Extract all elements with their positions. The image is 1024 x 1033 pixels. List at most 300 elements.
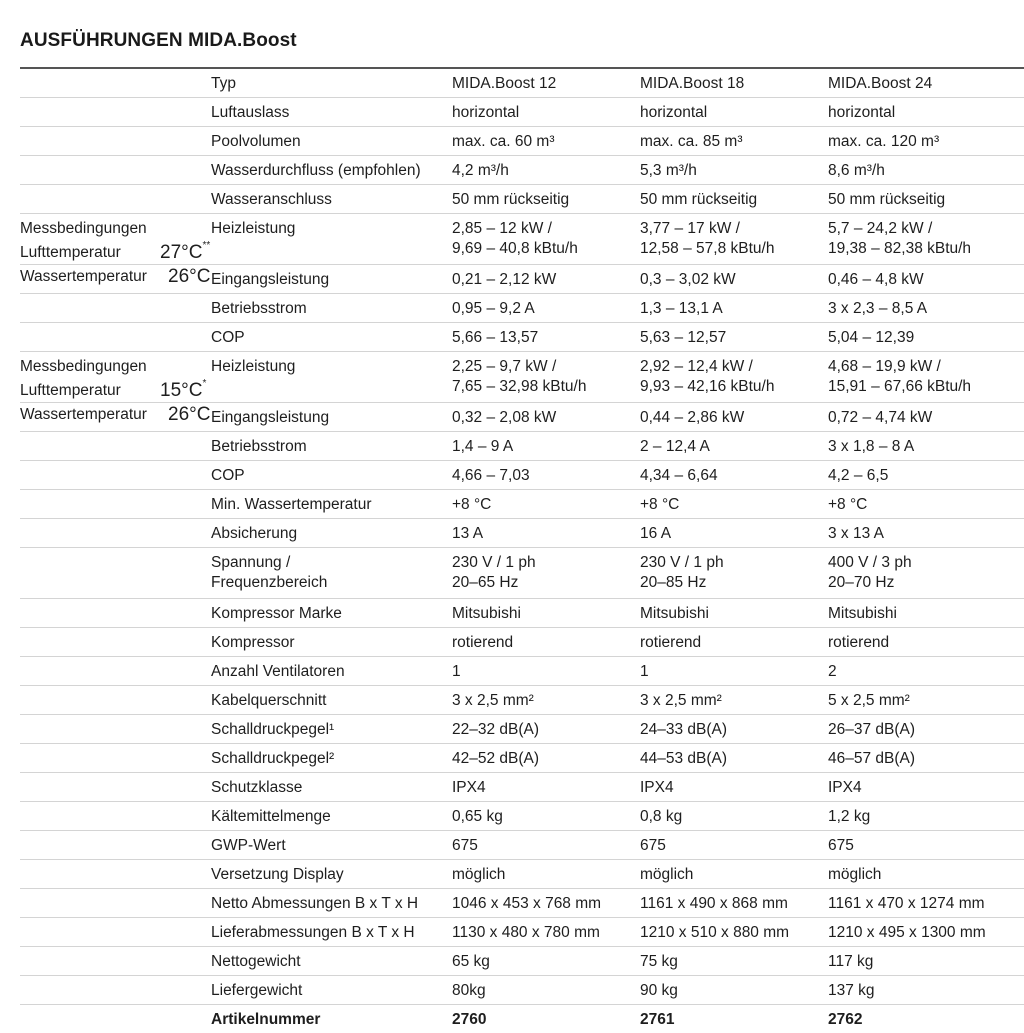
row-value-col-3-text: 117 kg xyxy=(828,947,1024,975)
row-value-col-2 xyxy=(640,715,828,744)
spec-row xyxy=(20,744,1024,773)
row-value-col-3 xyxy=(828,214,1024,265)
row-label-text: Liefergewicht xyxy=(20,976,452,1004)
row-value-col-2 xyxy=(640,214,828,265)
row-value-col-1-text: MIDA.Boost 12 xyxy=(452,69,640,97)
row-value-col-2-text: 1 xyxy=(640,657,828,685)
row-value-col-3-text: horizontal xyxy=(828,98,1024,126)
row-value-col-1-text: IPX4 xyxy=(452,773,640,801)
row-value-col-1-text: Mitsubishi xyxy=(452,599,640,627)
row-value-col-1 xyxy=(452,214,640,265)
row-value-col-2-text xyxy=(640,214,828,264)
row-value-col-2-line-2: 20–85 Hz xyxy=(640,573,828,593)
condition-a-water-temp-text: Wassertemperatur xyxy=(20,268,147,285)
row-value-col-2-text xyxy=(640,548,828,598)
row-value-col-2-text: 90 kg xyxy=(640,976,828,1004)
row-label xyxy=(20,773,452,802)
row-label-text: Schalldruckpegel² xyxy=(20,744,452,772)
condition-a-air-temp-text: Lufttemperatur xyxy=(20,244,121,261)
row-value-col-3 xyxy=(828,599,1024,628)
row-label-text: Betriebsstrom xyxy=(20,432,452,460)
row-value-col-1-text: 50 mm rückseitig xyxy=(452,185,640,213)
row-value-col-3-text: 8,6 m³/h xyxy=(828,156,1024,184)
row-value-col-1-text: 80kg xyxy=(452,976,640,1004)
page-title: AUSFÜHRUNGEN MIDA.Boost xyxy=(20,30,297,52)
row-value-col-1-text: 1,4 – 9 A xyxy=(452,432,640,460)
row-value-col-1-text: 1 xyxy=(452,657,640,685)
row-value-col-2-text: 1161 x 490 x 868 mm xyxy=(640,889,828,917)
row-value-col-2-line-2: 9,93 – 42,16 kBtu/h xyxy=(640,377,828,397)
row-value-col-3-text: 0,72 – 4,74 kW xyxy=(828,403,1024,431)
voltage-row xyxy=(20,548,1024,599)
row-value-col-1 xyxy=(452,432,640,461)
condition-a-row xyxy=(20,323,1024,352)
row-value-col-3-text: Mitsubishi xyxy=(828,599,1024,627)
row-label xyxy=(20,628,452,657)
row-value-col-2-text: 3 x 2,5 mm² xyxy=(640,686,828,714)
row-value-col-1-text: 42–52 dB(A) xyxy=(452,744,640,772)
row-value-col-2 xyxy=(640,744,828,773)
row-label-text: Min. Wassertemperatur xyxy=(20,490,452,518)
row-label-text: Kompressor Marke xyxy=(20,599,452,627)
row-value-col-3 xyxy=(828,831,1024,860)
row-value-col-3-text: 1210 x 495 x 1300 mm xyxy=(828,918,1024,946)
row-value-col-1-text: 4,66 – 7,03 xyxy=(452,461,640,489)
row-value-col-1 xyxy=(452,294,640,323)
row-label-text: COP xyxy=(20,323,452,351)
row-value-col-3 xyxy=(828,548,1024,599)
row-value-col-1 xyxy=(452,461,640,490)
condition-a-conditions xyxy=(20,214,210,289)
row-label-text: Betriebsstrom xyxy=(20,294,452,322)
row-value-col-2-text: 5,63 – 12,57 xyxy=(640,323,828,351)
row-value-col-1-text: 2760 xyxy=(452,1005,640,1033)
row-label-text: GWP-Wert xyxy=(20,831,452,859)
row-label xyxy=(20,860,452,889)
row-label xyxy=(20,715,452,744)
condition-b-measure-label: Messbedingungen xyxy=(20,355,210,379)
row-value-col-2-line-1: 230 V / 1 ph xyxy=(640,553,828,573)
row-value-col-3 xyxy=(828,294,1024,323)
row-value-col-3-text: max. ca. 120 m³ xyxy=(828,127,1024,155)
row-label xyxy=(20,432,452,461)
row-label xyxy=(20,744,452,773)
row-value-col-2-line-1: 3,77 – 17 kW / xyxy=(640,219,828,239)
row-value-col-1 xyxy=(452,715,640,744)
spec-row xyxy=(20,802,1024,831)
row-value-col-1-text: 675 xyxy=(452,831,640,859)
condition-b-row xyxy=(20,432,1024,461)
row-label-text: Artikelnummer xyxy=(20,1005,452,1033)
row-label xyxy=(20,490,452,519)
spec-table xyxy=(20,67,1024,1033)
row-label-text: Kältemittelmenge xyxy=(20,802,452,830)
row-value-col-2-text: 75 kg xyxy=(640,947,828,975)
row-label xyxy=(20,599,452,628)
row-value-col-1 xyxy=(452,860,640,889)
row-label-line-1: Spannung / xyxy=(211,553,452,573)
condition-a-air-temp-value: 27°C** xyxy=(160,241,210,265)
spec-row xyxy=(20,686,1024,715)
row-value-col-3-text: 2762 xyxy=(828,1005,1024,1033)
row-value-col-2-text: MIDA.Boost 18 xyxy=(640,69,828,97)
spec-row xyxy=(20,127,1024,156)
condition-b-water-temp-text: Wassertemperatur xyxy=(20,406,147,423)
row-label xyxy=(20,889,452,918)
row-value-col-3 xyxy=(828,323,1024,352)
row-value-col-2-text: IPX4 xyxy=(640,773,828,801)
row-value-col-1-line-2: 7,65 – 32,98 kBtu/h xyxy=(452,377,640,397)
row-value-col-2 xyxy=(640,947,828,976)
row-label-line-2: Frequenzbereich xyxy=(211,573,452,593)
row-value-col-2-text: 0,8 kg xyxy=(640,802,828,830)
row-value-col-1 xyxy=(452,490,640,519)
spec-row xyxy=(20,889,1024,918)
row-value-col-3-text: +8 °C xyxy=(828,490,1024,518)
row-value-col-2-text: 50 mm rückseitig xyxy=(640,185,828,213)
row-label xyxy=(20,98,452,127)
row-value-col-3-line-2: 15,91 – 67,66 kBtu/h xyxy=(828,377,1024,397)
row-value-col-2-text: rotierend xyxy=(640,628,828,656)
row-value-col-3-text: 137 kg xyxy=(828,976,1024,1004)
row-value-col-1 xyxy=(452,323,640,352)
row-value-col-2 xyxy=(640,889,828,918)
row-value-col-1-text: 1046 x 453 x 768 mm xyxy=(452,889,640,917)
row-label-text: Wasserdurchfluss (empfohlen) xyxy=(20,156,452,184)
row-value-col-2 xyxy=(640,831,828,860)
row-value-col-1-text: 1130 x 480 x 780 mm xyxy=(452,918,640,946)
condition-b-air-temp-value: 15°C* xyxy=(160,379,206,403)
spec-row xyxy=(20,156,1024,185)
row-value-col-2-line-2: 12,58 – 57,8 kBtu/h xyxy=(640,239,828,259)
row-value-col-3-text: 3 x 1,8 – 8 A xyxy=(828,432,1024,460)
row-value-col-1 xyxy=(452,947,640,976)
row-value-col-1-text xyxy=(452,548,640,598)
condition-a-conditions-wrap xyxy=(20,214,210,289)
row-value-col-3 xyxy=(828,403,1024,432)
row-value-col-1 xyxy=(452,519,640,548)
row-label xyxy=(20,323,452,352)
row-value-col-2-text: 16 A xyxy=(640,519,828,547)
condition-b-heiz-row xyxy=(20,352,1024,403)
row-value-col-3 xyxy=(828,68,1024,98)
row-value-col-3-text: 3 x 2,3 – 8,5 A xyxy=(828,294,1024,322)
row-value-col-2-text: 1,3 – 13,1 A xyxy=(640,294,828,322)
row-value-col-3-text: 5,04 – 12,39 xyxy=(828,323,1024,351)
row-label xyxy=(20,686,452,715)
row-label xyxy=(20,657,452,686)
row-label-text xyxy=(20,548,452,598)
row-value-col-1 xyxy=(452,686,640,715)
row-value-col-2-line-1: 2,92 – 12,4 kW / xyxy=(640,357,828,377)
condition-b-conditions-wrap xyxy=(20,352,210,427)
row-label xyxy=(20,352,452,403)
row-value-col-3 xyxy=(828,519,1024,548)
row-value-col-1-text: rotierend xyxy=(452,628,640,656)
spec-row xyxy=(20,947,1024,976)
row-value-col-3-line-2: 20–70 Hz xyxy=(828,573,1024,593)
row-value-col-3 xyxy=(828,744,1024,773)
row-value-col-3 xyxy=(828,265,1024,294)
row-value-col-3-text: IPX4 xyxy=(828,773,1024,801)
row-label xyxy=(20,68,452,98)
row-value-col-3-text: 26–37 dB(A) xyxy=(828,715,1024,743)
row-value-col-1-text: 0,95 – 9,2 A xyxy=(452,294,640,322)
row-value-col-2 xyxy=(640,461,828,490)
row-label xyxy=(20,461,452,490)
row-value-col-3-text: 50 mm rückseitig xyxy=(828,185,1024,213)
row-value-col-3-text xyxy=(828,352,1024,402)
spec-row xyxy=(20,918,1024,947)
row-value-col-3-text: 4,2 – 6,5 xyxy=(828,461,1024,489)
row-value-col-3-text: 0,46 – 4,8 kW xyxy=(828,265,1024,293)
row-value-col-3 xyxy=(828,490,1024,519)
row-value-col-2 xyxy=(640,628,828,657)
row-value-col-2 xyxy=(640,802,828,831)
condition-b-air-temp-text: Lufttemperatur xyxy=(20,382,121,399)
row-value-col-1-text: 0,65 kg xyxy=(452,802,640,830)
spec-row xyxy=(20,976,1024,1005)
row-value-col-1-text: 65 kg xyxy=(452,947,640,975)
row-value-col-2 xyxy=(640,185,828,214)
row-value-col-2-text: 24–33 dB(A) xyxy=(640,715,828,743)
row-value-col-3-line-1: 4,68 – 19,9 kW / xyxy=(828,357,1024,377)
row-label xyxy=(20,214,452,265)
row-label-text: Schalldruckpegel¹ xyxy=(20,715,452,743)
spec-row xyxy=(20,490,1024,519)
row-label-text: Poolvolumen xyxy=(20,127,452,155)
article-row xyxy=(20,1005,1024,1033)
spec-row xyxy=(20,773,1024,802)
row-value-col-1 xyxy=(452,918,640,947)
row-value-col-3 xyxy=(828,947,1024,976)
row-value-col-3-text: 675 xyxy=(828,831,1024,859)
row-value-col-3 xyxy=(828,185,1024,214)
spec-row xyxy=(20,657,1024,686)
row-value-col-2 xyxy=(640,490,828,519)
row-value-col-3 xyxy=(828,127,1024,156)
row-label-text: Luftauslass xyxy=(20,98,452,126)
row-value-col-3 xyxy=(828,773,1024,802)
row-value-col-3-line-1: 400 V / 3 ph xyxy=(828,553,1024,573)
row-value-col-2 xyxy=(640,127,828,156)
row-value-col-3 xyxy=(828,657,1024,686)
row-label xyxy=(20,185,452,214)
row-value-col-2-text: möglich xyxy=(640,860,828,888)
condition-a-heiz-row xyxy=(20,214,1024,265)
row-value-col-3-text: 46–57 dB(A) xyxy=(828,744,1024,772)
spec-row xyxy=(20,860,1024,889)
row-value-col-1 xyxy=(452,548,640,599)
row-value-col-2-text: 44–53 dB(A) xyxy=(640,744,828,772)
row-label xyxy=(20,802,452,831)
row-value-col-3 xyxy=(828,802,1024,831)
row-value-col-3 xyxy=(828,1005,1024,1033)
row-label-text: Anzahl Ventilatoren xyxy=(20,657,452,685)
row-value-col-1 xyxy=(452,744,640,773)
row-label-text: Netto Abmessungen B x T x H xyxy=(20,889,452,917)
row-label-text: Typ xyxy=(20,69,452,97)
condition-b-row xyxy=(20,461,1024,490)
row-label xyxy=(20,127,452,156)
row-value-col-2-text: +8 °C xyxy=(640,490,828,518)
row-value-col-1-line-1: 2,85 – 12 kW / xyxy=(452,219,640,239)
condition-a-measure-label: Messbedingungen xyxy=(20,217,210,241)
spec-row xyxy=(20,831,1024,860)
row-value-col-1-text: 3 x 2,5 mm² xyxy=(452,686,640,714)
row-value-col-1-text: 4,2 m³/h xyxy=(452,156,640,184)
row-value-col-1-text: 0,21 – 2,12 kW xyxy=(452,265,640,293)
row-value-col-2 xyxy=(640,432,828,461)
row-value-col-2-text: max. ca. 85 m³ xyxy=(640,127,828,155)
row-value-col-1 xyxy=(452,68,640,98)
row-value-col-2-text xyxy=(640,352,828,402)
row-value-col-3-text: 3 x 13 A xyxy=(828,519,1024,547)
condition-b-water-temp-value: 26°C xyxy=(168,403,210,427)
row-value-col-3 xyxy=(828,686,1024,715)
row-value-col-1-text: 0,32 – 2,08 kW xyxy=(452,403,640,431)
row-value-col-2 xyxy=(640,519,828,548)
row-value-col-3-text: möglich xyxy=(828,860,1024,888)
row-value-col-1 xyxy=(452,802,640,831)
row-value-col-2 xyxy=(640,68,828,98)
row-label-text: Schutzklasse xyxy=(20,773,452,801)
row-value-col-2-text: 4,34 – 6,64 xyxy=(640,461,828,489)
row-value-col-1-text: max. ca. 60 m³ xyxy=(452,127,640,155)
row-value-col-1-text: 13 A xyxy=(452,519,640,547)
condition-a-row xyxy=(20,294,1024,323)
condition-b-air-temp-mark: * xyxy=(202,378,206,389)
row-value-col-2 xyxy=(640,294,828,323)
row-value-col-2 xyxy=(640,323,828,352)
spec-row xyxy=(20,98,1024,127)
row-label xyxy=(20,947,452,976)
condition-a-water-temp-value: 26°C xyxy=(168,265,210,289)
row-value-col-1 xyxy=(452,599,640,628)
condition-b-air-temp-label xyxy=(20,379,210,403)
row-value-col-2 xyxy=(640,548,828,599)
row-value-col-3 xyxy=(828,432,1024,461)
row-label xyxy=(20,519,452,548)
row-value-col-2 xyxy=(640,599,828,628)
row-value-col-3-line-2: 19,38 – 82,38 kBtu/h xyxy=(828,239,1024,259)
row-value-col-1 xyxy=(452,773,640,802)
row-value-col-2-text: Mitsubishi xyxy=(640,599,828,627)
row-value-col-2-text: 5,3 m³/h xyxy=(640,156,828,184)
row-value-col-3-text: 1,2 kg xyxy=(828,802,1024,830)
spec-row xyxy=(20,715,1024,744)
row-label-text: Versetzung Display xyxy=(20,860,452,888)
row-value-col-2-text: 2761 xyxy=(640,1005,828,1033)
row-value-col-1-text: +8 °C xyxy=(452,490,640,518)
row-value-col-2 xyxy=(640,1005,828,1033)
row-value-col-1 xyxy=(452,831,640,860)
row-value-col-1 xyxy=(452,657,640,686)
row-value-col-1 xyxy=(452,127,640,156)
condition-a-water-temp-label xyxy=(20,265,210,289)
row-value-col-2-text: 2 – 12,4 A xyxy=(640,432,828,460)
spec-row xyxy=(20,599,1024,628)
row-value-col-2 xyxy=(640,976,828,1005)
row-value-col-1-text xyxy=(452,352,640,402)
row-value-col-1-line-2: 9,69 – 40,8 kBtu/h xyxy=(452,239,640,259)
row-value-col-2 xyxy=(640,98,828,127)
row-value-col-2 xyxy=(640,403,828,432)
row-value-col-1 xyxy=(452,98,640,127)
row-value-col-1 xyxy=(452,403,640,432)
row-value-col-1 xyxy=(452,352,640,403)
row-value-col-3 xyxy=(828,461,1024,490)
row-label xyxy=(20,831,452,860)
row-label-text: Nettogewicht xyxy=(20,947,452,975)
row-value-col-1 xyxy=(452,889,640,918)
spec-row xyxy=(20,519,1024,548)
row-value-col-3 xyxy=(828,156,1024,185)
row-value-col-1 xyxy=(452,265,640,294)
row-value-col-1-text: 22–32 dB(A) xyxy=(452,715,640,743)
row-value-col-3 xyxy=(828,976,1024,1005)
row-label xyxy=(20,156,452,185)
row-label xyxy=(20,548,452,599)
row-value-col-2 xyxy=(640,352,828,403)
row-value-col-1-text: horizontal xyxy=(452,98,640,126)
row-value-col-2 xyxy=(640,686,828,715)
row-value-col-3 xyxy=(828,860,1024,889)
row-label-text: Absicherung xyxy=(20,519,452,547)
row-value-col-2 xyxy=(640,657,828,686)
row-value-col-3-text: rotierend xyxy=(828,628,1024,656)
row-value-col-1-line-1: 2,25 – 9,7 kW / xyxy=(452,357,640,377)
row-label-text: Eingangsleistung xyxy=(20,403,452,431)
row-label xyxy=(20,918,452,947)
row-value-col-2-text: 1210 x 510 x 880 mm xyxy=(640,918,828,946)
row-label-text: Heizleistung xyxy=(20,352,452,382)
row-value-col-3-text: MIDA.Boost 24 xyxy=(828,69,1024,97)
row-value-col-1-text: 5,66 – 13,57 xyxy=(452,323,640,351)
row-label-text: Eingangsleistung xyxy=(20,265,452,293)
row-label xyxy=(20,1005,452,1033)
condition-a-air-temp-mark: ** xyxy=(202,240,210,251)
row-label xyxy=(20,976,452,1005)
row-value-col-3-text: 2 xyxy=(828,657,1024,685)
row-label-text: Kompressor xyxy=(20,628,452,656)
row-value-col-2 xyxy=(640,265,828,294)
row-value-col-1-text: möglich xyxy=(452,860,640,888)
row-label-text: Kabelquerschnitt xyxy=(20,686,452,714)
condition-b-water-temp-label xyxy=(20,403,210,427)
row-value-col-2 xyxy=(640,773,828,802)
row-value-col-3 xyxy=(828,98,1024,127)
row-value-col-1 xyxy=(452,185,640,214)
row-value-col-2 xyxy=(640,918,828,947)
header-row xyxy=(20,68,1024,98)
row-label-text: Heizleistung xyxy=(20,214,452,244)
row-value-col-3 xyxy=(828,628,1024,657)
row-value-col-3 xyxy=(828,715,1024,744)
row-value-col-3-text xyxy=(828,548,1024,598)
row-value-col-1 xyxy=(452,628,640,657)
row-value-col-2-text: 0,44 – 2,86 kW xyxy=(640,403,828,431)
row-value-col-2-text: 675 xyxy=(640,831,828,859)
row-label-text: Lieferabmessungen B x T x H xyxy=(20,918,452,946)
row-value-col-2-text: horizontal xyxy=(640,98,828,126)
row-value-col-3-text: 5 x 2,5 mm² xyxy=(828,686,1024,714)
row-value-col-3 xyxy=(828,352,1024,403)
row-value-col-1 xyxy=(452,1005,640,1033)
row-value-col-1 xyxy=(452,976,640,1005)
row-value-col-2-text: 0,3 – 3,02 kW xyxy=(640,265,828,293)
row-label xyxy=(20,294,452,323)
